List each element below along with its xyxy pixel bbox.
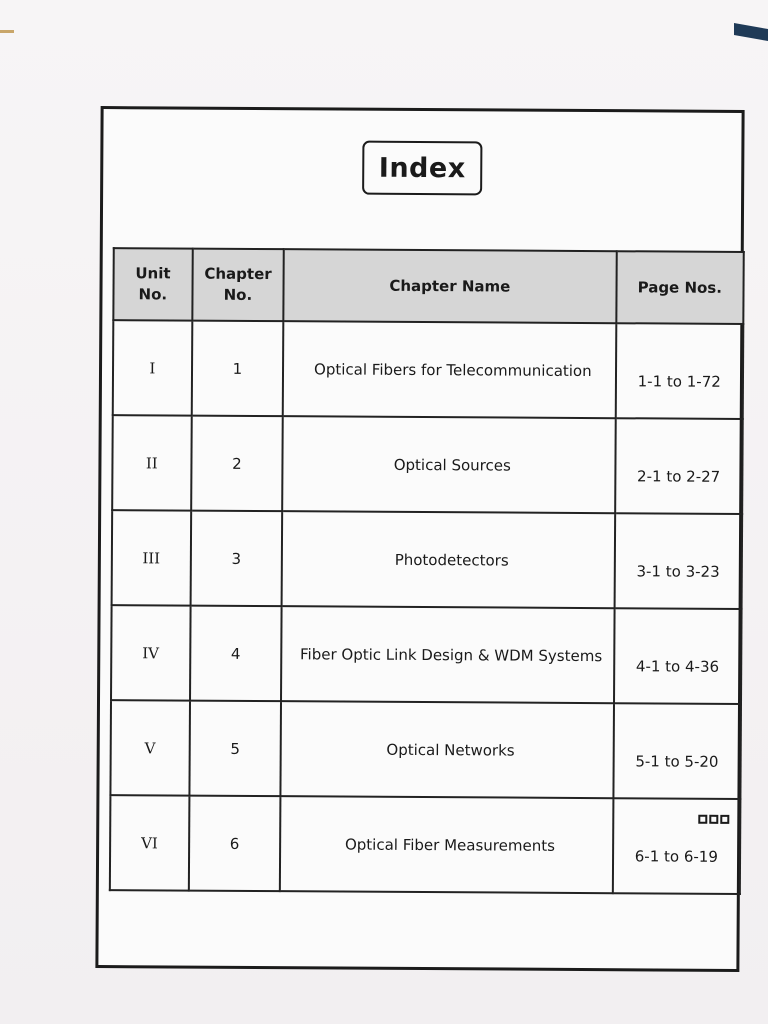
- unit-cell: II: [112, 415, 191, 510]
- unit-cell: V: [110, 700, 189, 795]
- table-row: [113, 320, 744, 419]
- table-row: [110, 700, 741, 799]
- chapter-cell: 3: [190, 511, 282, 607]
- table-header-row: [113, 248, 743, 324]
- chapter-name-cell: Optical Networks: [281, 701, 614, 798]
- square-icon: [709, 815, 718, 824]
- unit-cell: VI: [110, 795, 189, 890]
- unit-cell: IV: [111, 605, 190, 700]
- index-frame: [95, 106, 744, 972]
- page-range-cell: 2-1 to 2-27: [615, 418, 743, 514]
- unit-cell: I: [113, 320, 192, 415]
- page-title: Index: [378, 152, 466, 184]
- chapter-cell: 2: [191, 416, 283, 512]
- chapter-name-cell: Optical Sources: [282, 416, 615, 513]
- header-unit-no: Unit No.: [113, 248, 192, 320]
- chapter-name-cell: Optical Fibers for Telecommunication: [283, 321, 616, 418]
- chapter-name-cell: Optical Fiber Measurements: [280, 796, 613, 893]
- header-chapter-name: Chapter Name: [283, 249, 616, 323]
- chapter-cell: 5: [189, 701, 281, 797]
- chapter-cell: 6: [189, 796, 281, 892]
- page-range-cell: 4-1 to 4-36: [614, 608, 742, 704]
- unit-cell: III: [112, 510, 191, 605]
- chapter-cell: 4: [190, 606, 282, 702]
- header-page-nos: Page Nos.: [616, 251, 744, 324]
- end-of-section-squares-icon: [698, 815, 729, 824]
- chapter-cell: 1: [191, 321, 283, 417]
- table-row: [111, 605, 742, 704]
- table-row: [112, 415, 743, 514]
- chapter-name-cell: Photodetectors: [282, 511, 615, 608]
- square-icon: [698, 815, 707, 824]
- page-range-cell: 6-1 to 6-19: [612, 798, 740, 894]
- page-range-cell: 5-1 to 5-20: [613, 703, 741, 799]
- book-cover-corner: [734, 23, 768, 41]
- page-range-cell: 3-1 to 3-23: [614, 513, 742, 609]
- table-row: [112, 510, 743, 609]
- page-range-cell: 1-1 to 1-72: [615, 323, 743, 419]
- index-table: [109, 247, 745, 895]
- chapter-name-cell: Fiber Optic Link Design & WDM Systems: [281, 606, 614, 703]
- page-edge-mark: [0, 30, 14, 33]
- table-row: [110, 795, 741, 894]
- index-title-box: [362, 141, 482, 196]
- header-chapter-no: Chapter No.: [192, 249, 284, 322]
- square-icon: [720, 815, 729, 824]
